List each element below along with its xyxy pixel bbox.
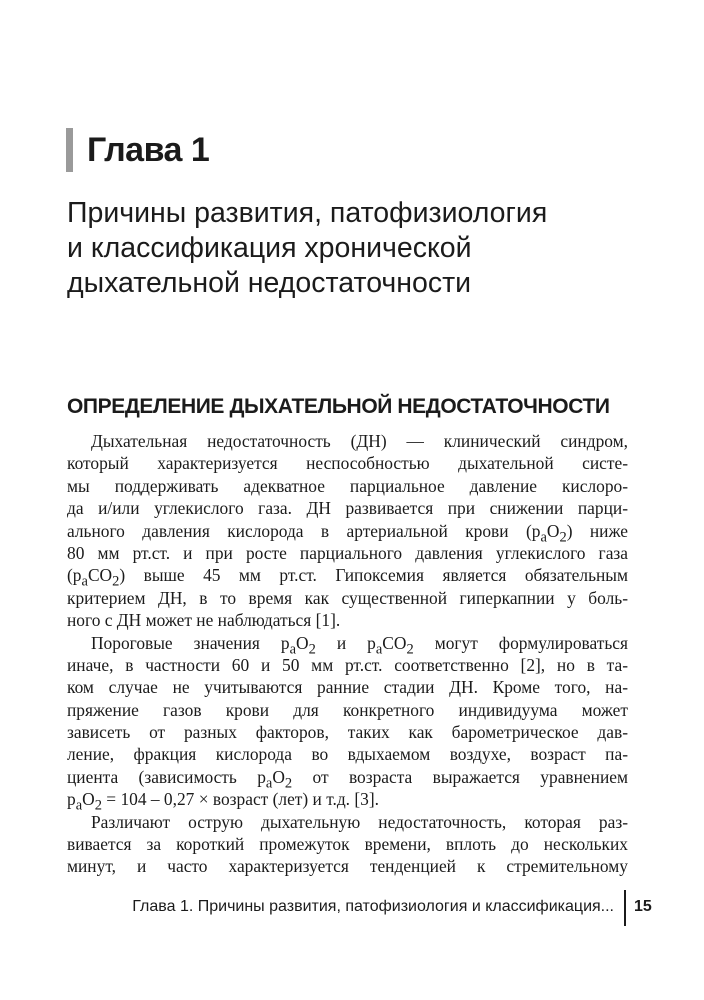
- body-line: ного с ДН может не наблюдаться [1].: [67, 610, 341, 631]
- body-line: ком случае не учитываются ранние стадии ДН. Кроме того, на-: [67, 677, 628, 698]
- body-line: пряжение газов крови для конкретного индивидуума может: [67, 699, 628, 720]
- body-line: циента (зависимость $p_aO_2$ от возраста выражается уравнением: [67, 766, 628, 792]
- body-line: Пороговые значения $p_aO_2$ и $p_aCO_2$ могут формулироваться: [91, 632, 629, 657]
- body-line: Различают острую дыхательную недостаточность, которая раз-: [91, 811, 628, 832]
- chapter-title-line: дыхательной недостаточности: [67, 267, 472, 299]
- body-line: 80 мм рт.ст. и при росте парциального давления углекислого газа: [67, 542, 628, 563]
- body-line: который характеризуется неспособностью дыхательной систе-: [67, 453, 628, 474]
- section-heading: ОПРЕДЕЛЕНИЕ ДЫХАТЕЛЬНОЙ НЕДОСТАТОЧНОСТИ: [67, 395, 610, 418]
- body-line: зависеть от разных факторов, таких как барометрическое дав-: [67, 722, 628, 743]
- footer-separator: [624, 890, 626, 926]
- chapter-accent-bar: [66, 128, 73, 172]
- body-line: ального давления кислорода в артериальной крови $(p_aO_2)$ ниже: [67, 520, 628, 546]
- chapter-heading: [66, 128, 209, 172]
- body-line: $(p_aCO_2)$ выше 45 мм рт.ст. Гипоксемия является обязательным: [67, 565, 628, 590]
- page-number: 15: [634, 898, 652, 915]
- body-line: да и/или углекислого газа. ДН развивается при снижении парци-: [67, 498, 628, 519]
- body-line: минут, и часто характеризуется тенденцией к стремительному: [67, 856, 628, 877]
- footer-running-title: Глава 1. Причины развития, патофизиология и классификация...: [132, 898, 614, 915]
- chapter-title-line: Причины развития, патофизиология: [67, 197, 548, 229]
- body-line: Дыхательная недостаточность (ДН) — клинический синдром,: [91, 431, 628, 451]
- body-line: иначе, в частности 60 и 50 мм рт.ст. соответственно [2], но в та-: [67, 654, 628, 675]
- body-line: ление, фракция кислорода во вдыхаемом воздухе, возраст па-: [67, 744, 628, 765]
- body-line: критерием ДН, в то время как существенной гиперкапнии у боль-: [67, 587, 628, 608]
- body-line: мы поддерживать адекватное парциальное давление кислоро-: [67, 475, 628, 496]
- body-text: [67, 430, 628, 878]
- body-line: $p_aO_2 = 104 - 0,27$ × возраст (лет) и т.д. [3].: [67, 789, 379, 814]
- chapter-title: [67, 196, 647, 301]
- body-line: вивается за короткий промежуток времени, вплоть до нескольких: [67, 834, 628, 855]
- chapter-label: Глава 1: [87, 130, 210, 169]
- chapter-title-line: и классификация хронической: [67, 232, 472, 264]
